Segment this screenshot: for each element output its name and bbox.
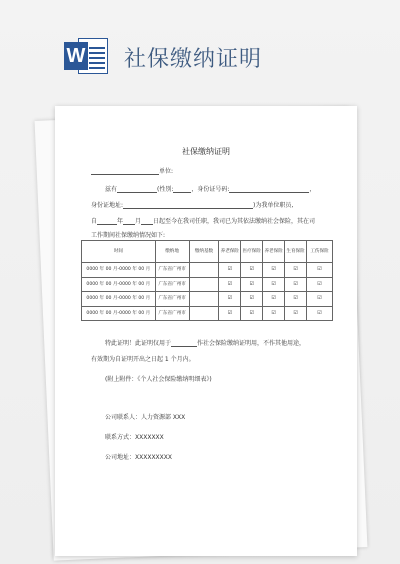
checkbox-icon: ☑ [285, 277, 307, 292]
checkbox-icon: ☑ [307, 292, 333, 307]
header-maternity: 生育保险 [285, 241, 307, 263]
header-pension-2: 养老保险 [263, 241, 285, 263]
checkbox-icon: ☑ [307, 306, 333, 321]
contact-phone: 联系方式：XXXXXXX [105, 434, 164, 441]
checkbox-icon: ☑ [241, 292, 263, 307]
table-header-row [82, 241, 333, 263]
table-row: 0000 年 00 月-0000 年 00 月 广东省广州市 ☑ ☑ ☑ ☑ ☑ [82, 306, 333, 321]
header-time: 时间 [82, 241, 156, 263]
attachment-line: (附上附件：《个人社会保险缴纳明细表》) [105, 376, 212, 383]
checkbox-icon: ☑ [241, 277, 263, 292]
checkbox-icon: ☑ [241, 263, 263, 278]
info-line-4: 工作期间社保缴纳情况如下: [91, 232, 166, 239]
table-row: 0000 年 00 月-0000 年 00 月 广东省广州市 ☑ ☑ ☑ ☑ ☑ [82, 263, 333, 278]
checkbox-icon: ☑ [219, 263, 241, 278]
page-header [0, 0, 400, 92]
checkbox-icon: ☑ [285, 263, 307, 278]
word-document-icon [64, 36, 108, 76]
header-place: 缴纳地 [155, 241, 189, 263]
page-title: 社保缴纳证明 [124, 47, 263, 72]
certify-line: 特此证明！此证明仅用于 作社会保险缴纳证明用，不作其他用途， [105, 340, 306, 347]
unit-line [91, 166, 173, 175]
info-line-2: 身份证地址: )为我单位职员, [91, 202, 294, 209]
checkbox-icon: ☑ [285, 292, 307, 307]
checkbox-icon: ☑ [285, 306, 307, 321]
info-line-3: 自 年 月 日起至今在我司任职，我司已为其依法缴纳社会保险，其在司 [91, 218, 316, 225]
company-address: 公司地址：XXXXXXXXX [105, 454, 172, 461]
word-icon-letter: W [64, 42, 88, 70]
checkbox-icon: ☑ [307, 277, 333, 292]
checkbox-icon: ☑ [263, 306, 285, 321]
header-base: 缴纳基数 [189, 241, 219, 263]
checkbox-icon: ☑ [219, 306, 241, 321]
contact-person: 公司联系人：人力资源部 XXX [105, 414, 186, 421]
info-line-1: 兹有 (性别: ，身份证号码: ， [105, 186, 316, 193]
header-medical: 医疗保险 [241, 241, 263, 263]
checkbox-icon: ☑ [263, 292, 285, 307]
unit-label: 单位: [159, 168, 174, 175]
header-pension: 养老保险 [219, 241, 241, 263]
checkbox-icon: ☑ [307, 263, 333, 278]
checkbox-icon: ☑ [263, 277, 285, 292]
header-injury: 工伤保险 [307, 241, 333, 263]
checkbox-icon: ☑ [219, 292, 241, 307]
table-row: 0000 年 00 月-0000 年 00 月 广东省广州市 ☑ ☑ ☑ ☑ ☑ [82, 292, 333, 307]
document-page [55, 106, 357, 556]
validity-line: 有效期为自证明开出之日起 1 个月内。 [91, 356, 195, 363]
table-row: 0000 年 00 月-0000 年 00 月 广东省广州市 ☑ ☑ ☑ ☑ ☑ [82, 277, 333, 292]
checkbox-icon: ☑ [219, 277, 241, 292]
checkbox-icon: ☑ [241, 306, 263, 321]
checkbox-icon: ☑ [263, 263, 285, 278]
document-title: 社保缴纳证明 [182, 147, 230, 156]
insurance-table [81, 240, 333, 321]
